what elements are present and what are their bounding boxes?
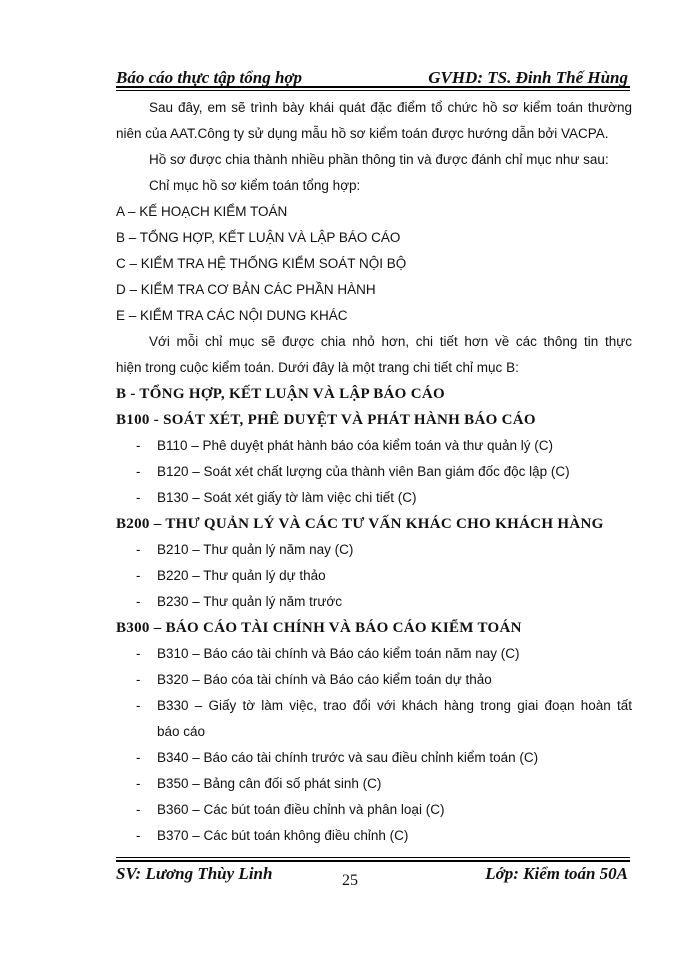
paragraph-index-heading: Chỉ mục hồ sơ kiểm toán tổng hợp: (149, 178, 361, 193)
footer-student: SV: Lương Thùy Linh (116, 864, 273, 883)
bullet-dash: - (136, 490, 141, 505)
list-item-text: B310 – Báo cáo tài chính và Báo cáo kiểm toán năm nay (C) (157, 646, 520, 661)
list-item (116, 745, 632, 771)
section-heading-b100: B100 - SOÁT XÉT, PHÊ DUYỆT VÀ PHÁT HÀNH BÁO CÁO (116, 412, 536, 428)
index-item: A – KẾ HOẠCH KIỂM TOÁN (116, 204, 288, 219)
bullet-dash: - (136, 828, 141, 843)
list-item-text: B230 – Thư quản lý năm trước (157, 594, 343, 609)
bullet-dash: - (136, 672, 141, 687)
list-item (116, 433, 632, 459)
list-item (116, 693, 632, 719)
page-number: 25 (342, 872, 358, 889)
list-item-text: B110 – Phê duyệt phát hành báo cóa kiểm toán và thư quản lý (C) (157, 438, 554, 453)
list-item (116, 771, 632, 797)
page-header (116, 58, 628, 88)
paragraph-structure: Hồ sơ được chia thành nhiều phần thông tin và được đánh chỉ mục như sau: (149, 152, 609, 167)
bullet-dash: - (136, 464, 141, 479)
index-item: D – KIỂM TRA CƠ BẢN CÁC PHẦN HÀNH (116, 282, 376, 297)
list-item (116, 459, 632, 485)
header-report-title: Báo cáo thực tập tổng hợp (116, 68, 303, 87)
header-rule (116, 86, 630, 88)
list-item (116, 485, 632, 511)
list-item-text: B210 – Thư quản lý năm nay (C) (157, 542, 354, 557)
bullet-dash: - (136, 438, 141, 453)
bullet-dash: - (136, 646, 141, 661)
list-item-text: B330 – Giấy tờ làm việc, trao đổi với khách hàng trong giai đoạn hoàn tất (157, 698, 632, 713)
list-item (116, 563, 632, 589)
header-supervisor: GVHD: TS. Đinh Thế Hùng (428, 68, 628, 87)
list-item-text: B120 – Soát xét chất lượng của thành viên Ban giám đốc độc lập (C) (157, 464, 570, 479)
index-item: E – KIỂM TRA CÁC NỘI DUNG KHÁC (116, 308, 348, 323)
section-heading-b: B - TỔNG HỢP, KẾT LUẬN VÀ LẬP BÁO CÁO (116, 386, 445, 402)
bullet-dash: - (136, 568, 141, 583)
list-item-text: B370 – Các bút toán không điều chỉnh (C) (157, 828, 409, 843)
paragraph-detail-line1: Với mỗi chỉ mục sẽ được chia nhỏ hơn, chi tiết hơn về các thông tin thực (149, 334, 632, 349)
list-item-text: B350 – Bảng cân đối số phát sinh (C) (157, 776, 382, 791)
bullet-dash: - (136, 542, 141, 557)
list-item-text: B130 – Soát xét giấy tờ làm việc chi tiết (C) (157, 490, 417, 505)
list-item (116, 823, 632, 849)
footer-rule-thin (116, 857, 630, 858)
list-item (116, 797, 632, 823)
paragraph-detail-line2: hiện trong cuộc kiểm toán. Dưới đây là một trang chi tiết chỉ mục B: (116, 360, 519, 375)
list-item-text: B220 – Thư quản lý dự thảo (157, 568, 326, 583)
header-rule-thin (116, 90, 630, 91)
bullet-dash: - (136, 776, 141, 791)
list-item (116, 589, 632, 615)
bullet-dash: - (136, 750, 141, 765)
bullet-dash: - (136, 802, 141, 817)
list-item-continuation: báo cáo (157, 724, 206, 739)
paragraph-intro-line1: Sau đây, em sẽ trình bày khái quát đặc điểm tổ chức hồ sơ kiểm toán thường (149, 100, 632, 115)
footer-class: Lớp: Kiểm toán 50A (485, 864, 628, 883)
page-body (116, 95, 632, 849)
paragraph-intro-line2: niên của AAT.Công ty sử dụng mẫu hồ sơ kiểm toán được hướng dẫn bởi VACPA. (116, 126, 609, 141)
index-item: C – KIỂM TRA HỆ THỐNG KIỂM SOÁT NỘI BỘ (116, 256, 407, 271)
bullet-dash: - (136, 698, 141, 713)
list-item (116, 641, 632, 667)
bullet-dash: - (136, 594, 141, 609)
list-item-text: B320 – Báo cóa tài chính và Báo cáo kiểm toán dự thảo (157, 672, 492, 687)
list-item (116, 537, 632, 563)
index-item: B – TỔNG HỢP, KẾT LUẬN VÀ LẬP BÁO CÁO (116, 230, 401, 245)
section-heading-b300: B300 – BÁO CÁO TÀI CHÍNH VÀ BÁO CÁO KIỂM TOÁN (116, 620, 522, 636)
list-item (116, 667, 632, 693)
list-item-text: B340 – Báo cáo tài chính trước và sau điều chỉnh kiểm toán (C) (157, 750, 539, 765)
section-heading-b200: B200 – THƯ QUẢN LÝ VÀ CÁC TƯ VẤN KHÁC CHO KHÁCH HÀNG (116, 516, 604, 532)
list-item-text: B360 – Các bút toán điều chỉnh và phân loại (C) (157, 802, 445, 817)
